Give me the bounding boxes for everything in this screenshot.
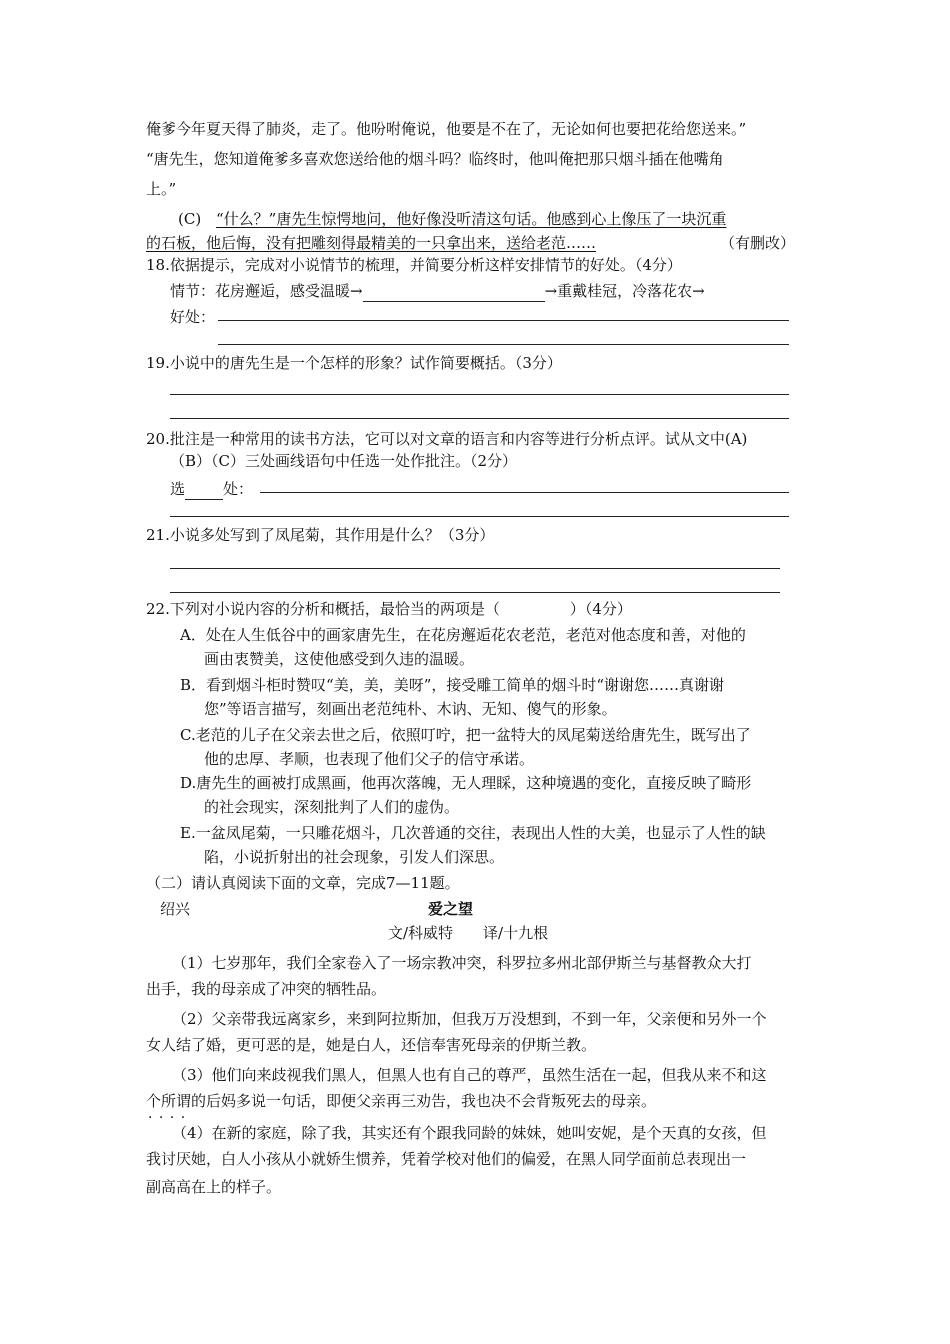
passage-line: 俺爹今年夏天得了肺炎，走了。他吩咐俺说，他要是不在了，无论如何也要把花给您送来。” (146, 120, 747, 138)
article-paragraph-4: （4）在新的家庭，除了我，其实还有个跟我同龄的妹妹，她叫安妮，是个天真的女孩，但 (172, 1124, 767, 1142)
article-paragraph-1-cont: 出手，我的母亲成了冲突的牺牲品。 (146, 980, 387, 998)
article-paragraph-2: （2）父亲带我远离家乡，来到阿拉斯加，但我万万没想到，不到一年，父亲便和另外一个 (172, 1010, 767, 1028)
q21-answer-line[interactable] (170, 568, 780, 569)
q18-benefit-label: 好处： (170, 308, 216, 326)
q20-select-suffix: 处： (223, 480, 254, 498)
q18-answer-line[interactable] (218, 320, 789, 321)
q18-answer-line[interactable] (218, 344, 789, 345)
q22-stem-text: 22.下列对小说内容的分析和概括，最恰当的两项是（ (146, 600, 500, 618)
q22-option-c-line2: 他的忠厚、孝顺，也表现了他们父子的信守承诺。 (204, 750, 535, 768)
q20-select (170, 478, 253, 500)
q19-answer-line[interactable] (170, 394, 789, 395)
q18-plot-blank[interactable] (363, 285, 545, 302)
passage-c-line1: “什么？”唐先生惊愕地问，他好像没听清这句话。他感到心上像压了一块沉重 (216, 210, 727, 228)
q20-answer-line[interactable] (170, 516, 789, 517)
section2-source: 绍兴 (160, 900, 191, 918)
q20-answer-line[interactable] (260, 492, 789, 493)
section2-intro: （二）请认真阅读下面的文章，完成7—11题。 (146, 874, 460, 892)
q18-plot (170, 280, 705, 302)
passage-c-line2: 的石板，他后悔，没有把雕刻得最精美的一只拿出来，送给老范…… (146, 234, 597, 252)
q20-select-blank[interactable] (185, 483, 223, 500)
q18-stem: 18.依据提示，完成对小说情节的梳理，并简要分析这样安排情节的好处。（4分） (146, 256, 682, 274)
passage-c-label: (C) (178, 210, 202, 228)
q21-stem: 21.小说多处写到了凤尾菊，其作用是什么？（3分） (146, 526, 495, 544)
q20-stem-line1: 20.批注是一种常用的读书方法，它可以对文章的语言和内容等进行分析点评。试从文中(A) (146, 430, 748, 448)
article-paragraph-3-cont (146, 1090, 656, 1112)
q22-option-a-line2: 画由衷赞美，这使他感受到久违的温暖。 (204, 650, 475, 668)
q22-option-b-line2: 您”等语言描写，刻画出老范纯朴、木讷、无知、傻气的形象。 (204, 700, 617, 718)
article-paragraph-2-cont: 女人结了婚，更可恶的是，她是白人，还信奉害死母亲的伊斯兰教。 (146, 1036, 597, 1054)
q22-option-d-line2: 的社会现实，深刻批判了人们的虚伪。 (204, 798, 460, 816)
q19-answer-line[interactable] (170, 418, 789, 419)
passage-line: 上。” (146, 180, 177, 198)
article-paragraph-1: （1）七岁那年，我们全家卷入了一场宗教冲突，科罗拉多州北部伊斯兰与基督教众大打 (172, 954, 752, 972)
q18-plot-mid: →重戴桂冠，冷落花农→ (544, 282, 705, 300)
paragraph-3-rest: 后妈多说一句话，即便父亲再三劝告，我也决不会背叛死去的母亲。 (206, 1092, 657, 1110)
q21-answer-line[interactable] (170, 592, 780, 593)
passage-line: “唐先生，您知道俺爹多喜欢您送给他的烟斗吗？临终时，他叫俺把那只烟斗插在他嘴角 (146, 150, 724, 168)
q22-option-e-line1: E.一盆凤尾菊，一只雕花烟斗，几次普通的交往，表现出人性的大美，也显示了人性的缺 (180, 824, 766, 842)
emphasized-phrase: 个所谓的 · · · · (146, 1092, 206, 1110)
passage-note: （有删改） (720, 234, 796, 252)
q22-option-a-line1: A．处在人生低谷中的画家唐先生，在花房邂逅花农老范，老范对他态度和善，对他的 (180, 626, 746, 644)
q22-option-d-line1: D.唐先生的画被打成黑画，他再次落魄，无人理睬，这种境遇的变化，直接反映了畸形 (180, 774, 752, 792)
q19-stem: 19.小说中的唐先生是一个怎样的形象？试作简要概括。（3分） (146, 354, 562, 372)
q18-plot-label: 情节：花房邂逅，感受温暖→ (170, 282, 363, 300)
q22-stem (146, 598, 632, 620)
article-paragraph-4-cont: 我讨厌她，白人小孩从小就娇生惯养，凭着学校对他们的偏爱，在黑人同学面前总表现出一 (146, 1150, 747, 1168)
article-paragraph-4-cont2: 副高高在上的样子。 (146, 1178, 282, 1196)
article-byline: 文/科威特 译/十九根 (388, 924, 549, 942)
q22-option-e-line2: 陷，小说折射出的社会现象，引发人们深思。 (204, 848, 505, 866)
q22-option-b-line1: B．看到烟斗柜时赞叹“美，美，美呀”，接受雕工简单的烟斗时“谢谢您……真谢谢 (180, 676, 725, 694)
article-title: 爱之望 (428, 900, 474, 918)
q22-stem-end: ）（4分） (569, 600, 632, 618)
q20-select-prefix: 选 (170, 480, 186, 498)
article-paragraph-3: （3）他们向来歧视我们黑人，但黑人也有自己的尊严，虽然生活在一起，但我从来不和这 (172, 1066, 767, 1084)
q20-stem-line2: （B）（C）三处画线语句中任选一处作批注。（2分） (170, 452, 518, 470)
q22-option-c-line1: C.老范的儿子在父亲去世之后，依照叮咛，把一盆特大的凤尾菊送给唐先生，既写出了 (180, 726, 751, 744)
